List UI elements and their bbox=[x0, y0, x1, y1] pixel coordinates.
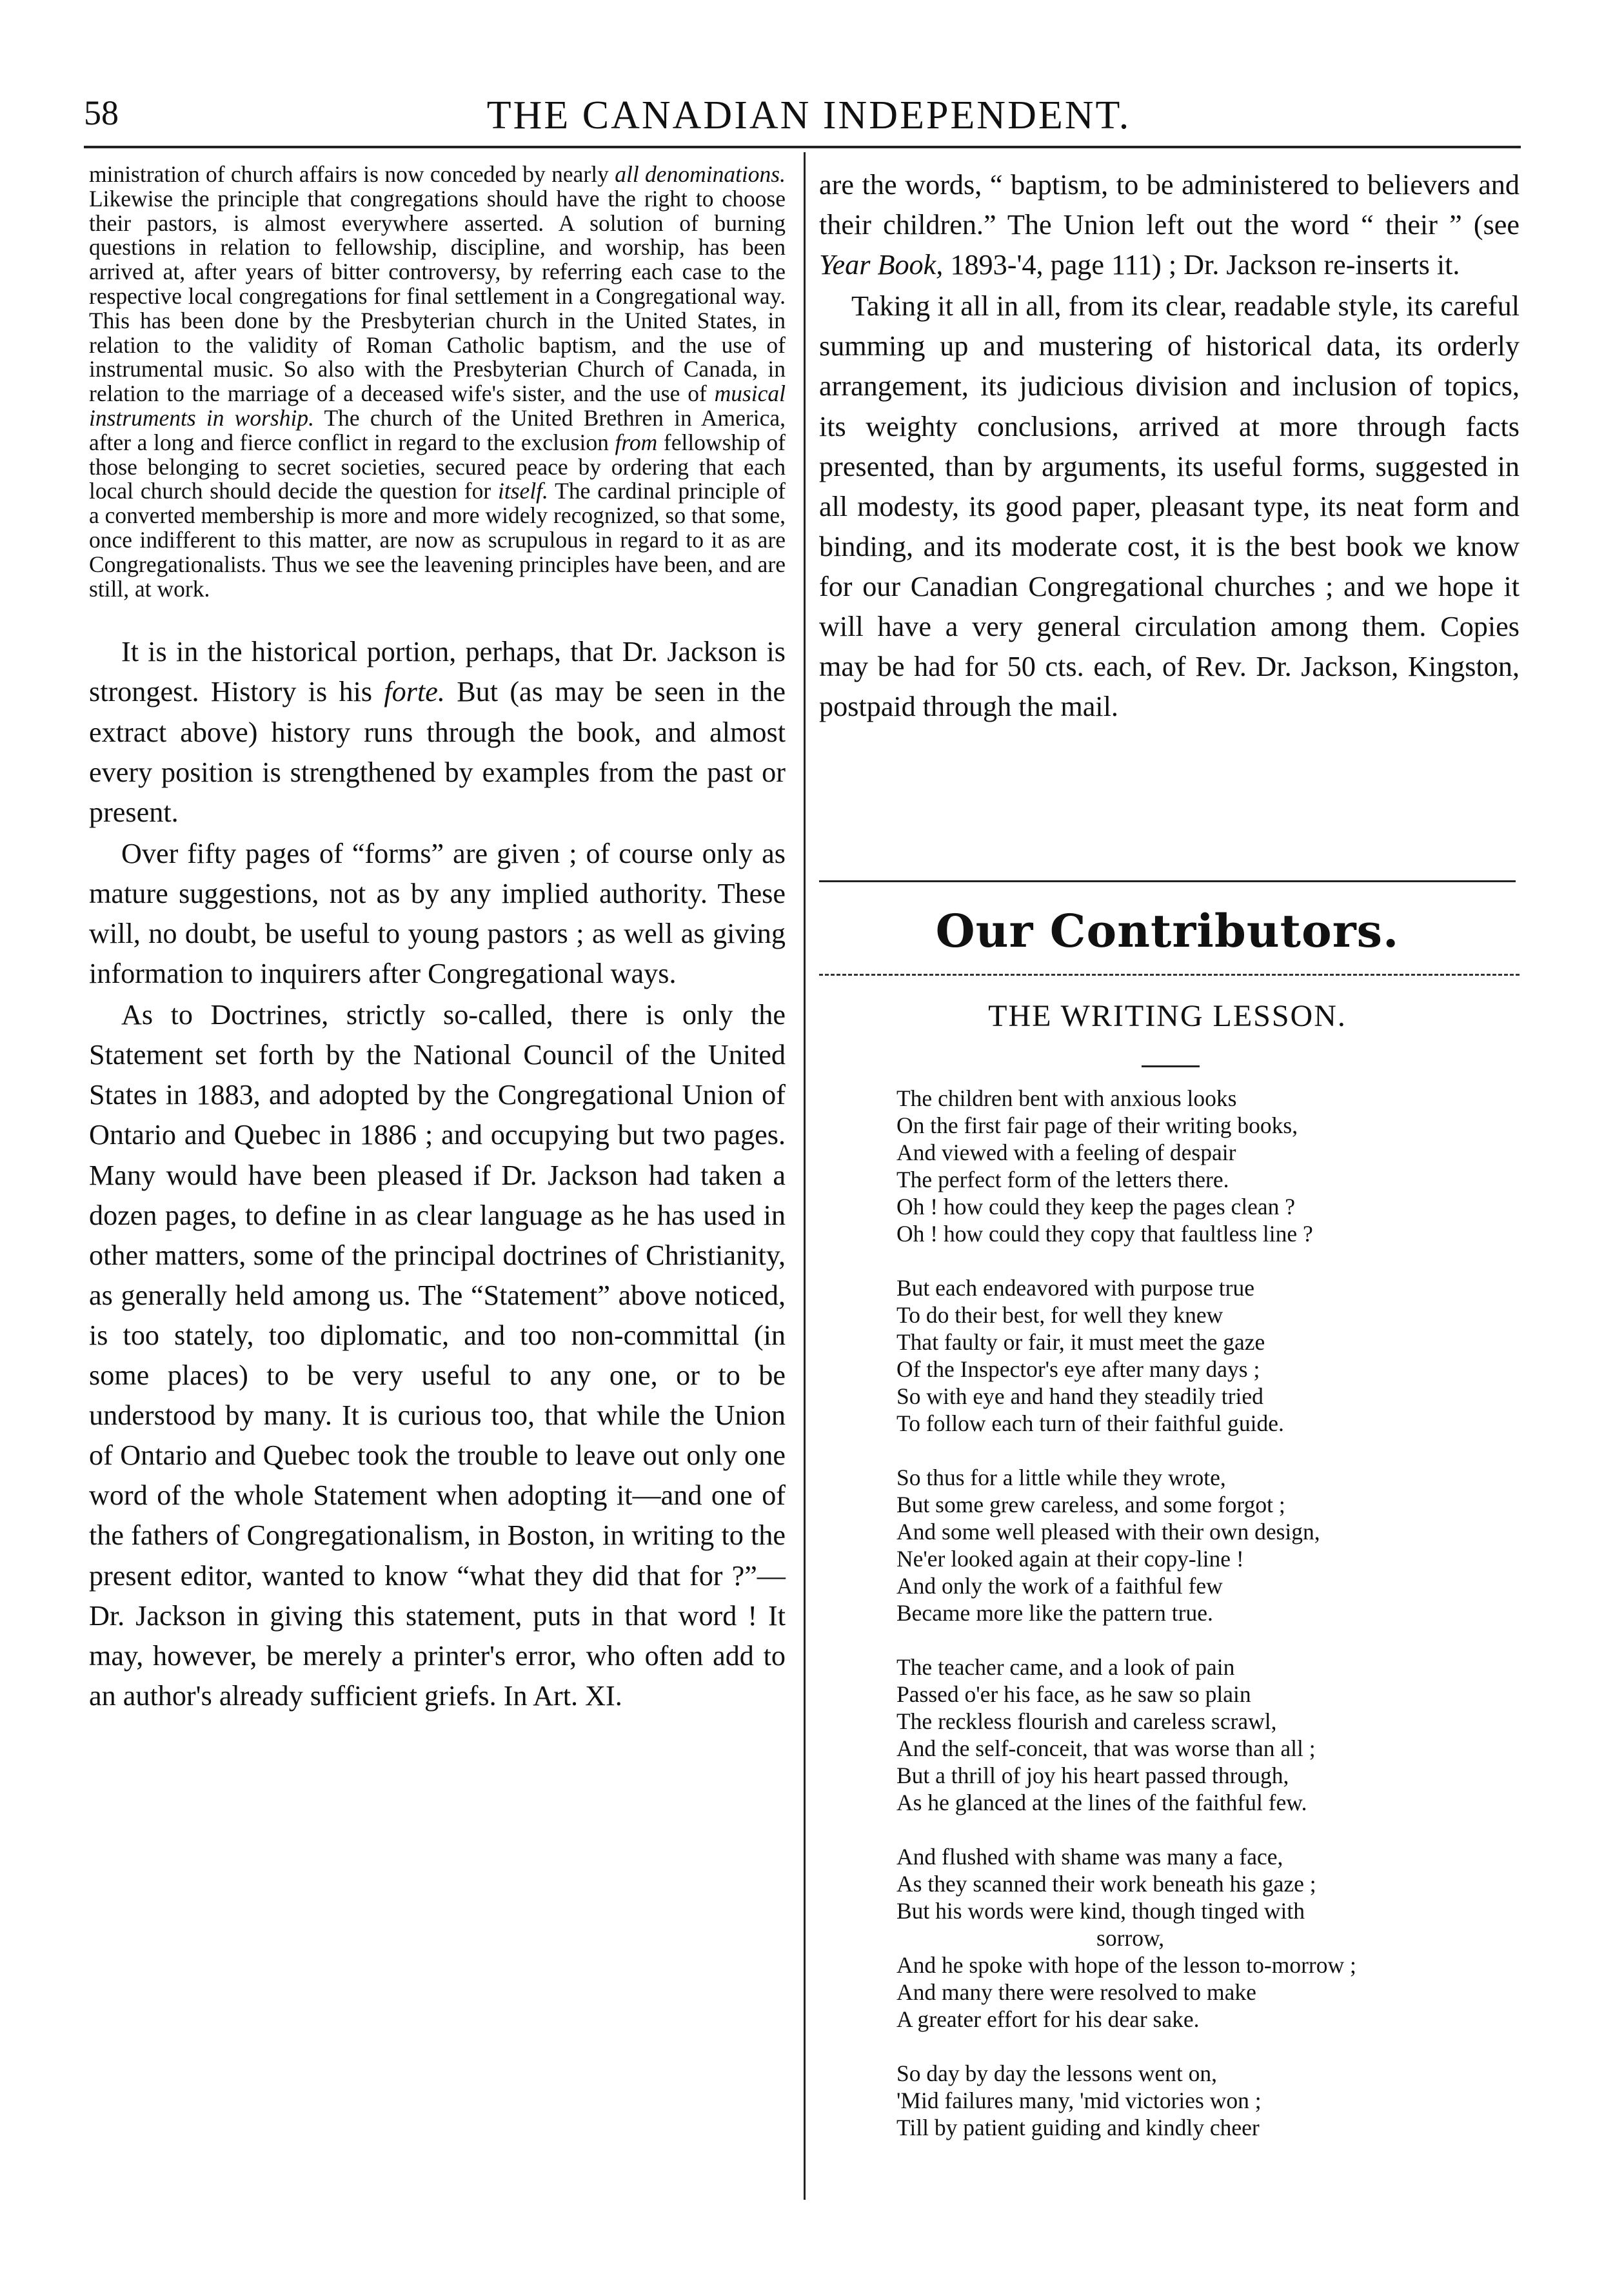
poem-line: So with eye and hand they steadily tried bbox=[896, 1383, 1263, 1409]
text-run: fellowship of those belonging to secret societies, secured peace by ordering that each local church should decide the question for bbox=[89, 429, 786, 504]
section-rule-top bbox=[819, 880, 1516, 882]
paragraph-baptism bbox=[819, 165, 1520, 285]
poem-line: sorrow, bbox=[1096, 1925, 1165, 1951]
poem-line: But each endeavored with purpose true bbox=[896, 1275, 1254, 1301]
poem-line: Ne'er looked again at their copy-line ! bbox=[896, 1546, 1244, 1572]
poem-line: Of the Inspector's eye after many days ; bbox=[896, 1356, 1260, 1382]
text-run: 1893-'4, page 111) ; Dr. Jackson re-inserts it. bbox=[943, 249, 1460, 281]
poem-line: As they scanned their work beneath his gaze ; bbox=[896, 1871, 1316, 1897]
poem-line: On the first fair page of their writing books, bbox=[896, 1112, 1298, 1138]
poem-line: Oh ! how could they keep the pages clean ? bbox=[896, 1194, 1296, 1220]
poem-line: The perfect form of the letters there. bbox=[896, 1167, 1229, 1192]
right-column bbox=[819, 163, 1520, 727]
text-run: As to Doctrines, strictly so-called, there is only the Statement set forth by the National Council of the United States in 1883, and adopted by the Congregational Union of Ontario and Quebec in 1886 ; and occupying but two pages. Many would have been pleased if Dr. Jackson had taken a dozen pages, to define in as clear language as he has used in other matters, some of the principal doctrines of Christianity, as generally held among us. The “Statement” above noticed, is too stately, too diplomatic, and too non-committal (in some places) to be very useful to any one, or to be understood by many. It is curious too, that while the Union of Ontario and Quebec took the trouble to leave out only one word of the whole Statement when adopting it—and one of the fathers of Congregationalism, in Boston, in writing to the present editor, wanted to know “what they did that for ?”—Dr. Jackson in giving this statement, puts in that word ! It may, however, be merely a printer's error, who often add to an author's already sufficient griefs. In Art. XI. bbox=[89, 999, 786, 1712]
paragraph-summary bbox=[819, 286, 1520, 727]
poem-line: And flushed with shame was many a face, bbox=[896, 1844, 1283, 1870]
poem-line: And many there were resolved to make bbox=[896, 1979, 1256, 2005]
poem bbox=[896, 1085, 1529, 2168]
paragraph-doctrines bbox=[89, 995, 786, 1716]
poem-line: To follow each turn of their faithful guide. bbox=[896, 1410, 1284, 1436]
text-run: It is in the historical portion, perhaps, that Dr. Jackson is strongest. History is his bbox=[89, 636, 786, 708]
poem-line: To do their best, for well they knew bbox=[896, 1302, 1223, 1328]
poem-line: The teacher came, and a look of pain bbox=[896, 1654, 1235, 1680]
poem-line: And he spoke with hope of the lesson to-morrow ; bbox=[896, 1952, 1356, 1978]
text-run: are the words, “ baptism, to be administered to believers and their children.” The Union left out the word “ their ” (see bbox=[819, 169, 1520, 241]
poem-line: But his words were kind, though tinged with bbox=[896, 1898, 1305, 1924]
poem-line: As he glanced at the lines of the faithful few. bbox=[896, 1790, 1307, 1815]
italic-text-run: musical instruments in worship. bbox=[89, 380, 786, 431]
section-rule-bottom bbox=[819, 974, 1520, 976]
paragraph-forms bbox=[89, 834, 786, 994]
section-title: Our Contributors. bbox=[935, 904, 1400, 958]
poem-line: A greater effort for his dear sake. bbox=[896, 2006, 1200, 2032]
text-run: The church of the United Brethren in America, after a long and fierce conflict in regard to the exclusion bbox=[89, 404, 786, 455]
poem-stanza bbox=[896, 1654, 1529, 1816]
poem-line: But a thrill of joy his heart passed through, bbox=[896, 1763, 1289, 1788]
poem-line: Till by patient guiding and kindly cheer bbox=[896, 2115, 1260, 2140]
text-run: Taking it all in all, from its clear, readable style, its careful summing up and mustering of historical data, its orderly arrangement, its judicious division and inclusion of topics, its weighty conclusions, arrived at more through facts presented, than by arguments, its useful forms, suggested in all modesty, its good paper, pleasant type, its neat form and binding, and its moderate cost, it is the best book we know for our Canadian Congregational churches ; and we hope it will have a very general circulation among them. Copies may be had for 50 cts. each, of Rev. Dr. Jackson, Kingston, postpaid through the mail. bbox=[819, 290, 1520, 723]
poem-line: So day by day the lessons went on, bbox=[896, 2060, 1217, 2086]
poem-line: And only the work of a faithful few bbox=[896, 1573, 1223, 1599]
paragraph-history bbox=[89, 632, 786, 832]
running-head: THE CANADIAN INDEPENDENT. bbox=[486, 94, 1131, 137]
poem-line: But some grew careless, and some forgot ; bbox=[896, 1492, 1285, 1517]
poem-stanza bbox=[896, 1274, 1529, 1437]
poem-line: And viewed with a feeling of despair bbox=[896, 1140, 1236, 1165]
poem-line: Passed o'er his face, as he saw so plain bbox=[896, 1681, 1251, 1707]
italic-text-run: forte. bbox=[384, 676, 445, 708]
page-number: 58 bbox=[84, 94, 119, 132]
header-rule bbox=[84, 146, 1521, 148]
text-run: The cardinal principle of a converted membership is more and more widely recognized, so that some, once indifferent to this matter, are now as scrupulous in regard to it as are Congregationalists. Thus we see the leavening principles have been, and are still, at work. bbox=[89, 478, 786, 602]
poem-stanza bbox=[896, 2060, 1529, 2141]
text-run: But (as may be seen in the extract above) history runs through the book, and almost every position is strengthened by examples from the past or present. bbox=[89, 676, 786, 828]
poem-line: The reckless flourish and careless scrawl, bbox=[896, 1708, 1277, 1734]
italic-text-run: all denominations. bbox=[615, 161, 786, 187]
italic-text-run: itself. bbox=[498, 478, 548, 504]
poem-title: THE WRITING LESSON. bbox=[988, 999, 1347, 1033]
page-header bbox=[84, 86, 1534, 138]
poem-line: Oh ! how could they copy that faultless line ? bbox=[896, 1221, 1313, 1247]
italic-text-run: from bbox=[615, 429, 658, 455]
text-run: ministration of church affairs is now conceded by nearly bbox=[89, 161, 615, 187]
poem-stanza bbox=[896, 1464, 1529, 1626]
poem-line: And the self-conceit, that was worse than all ; bbox=[896, 1735, 1316, 1761]
poem-stanza bbox=[896, 1085, 1529, 1247]
poem-line: So thus for a little while they wrote, bbox=[896, 1465, 1226, 1490]
poem-line: That faulty or fair, it must meet the gaze bbox=[896, 1329, 1265, 1355]
quoted-extract bbox=[89, 163, 786, 601]
text-run: Over fifty pages of “forms” are given ; of course only as mature suggestions, not as by any implied authority. These will, no doubt, be useful to young pastors ; as well as giving information to inquirers after Congregational ways. bbox=[89, 837, 786, 990]
poem-line: And some well pleased with their own design, bbox=[896, 1519, 1320, 1545]
poem-stanza bbox=[896, 1843, 1529, 2033]
poem-title-rule bbox=[1142, 1065, 1200, 1067]
poem-line: 'Mid failures many, 'mid victories won ; bbox=[896, 2088, 1262, 2113]
left-column bbox=[89, 163, 786, 1716]
italic-text-run: Year Book, bbox=[819, 249, 944, 281]
poem-line: Became more like the pattern true. bbox=[896, 1600, 1213, 1626]
poem-line: The children bent with anxious looks bbox=[896, 1085, 1237, 1111]
text-run: Likewise the principle that congregations should have the right to choose their pastors, is almost everywhere asserted. A solution of burning questions in relation to fellowship, discipline, and worship, has been arrived at, after years of bitter controversy, by referring each case to the respective local congregations for final settlement in a Congregational way. This has been done by the Presbyterian church in the United States, in relation to the validity of Roman Catholic baptism, and the use of instrumental music. So also with the Presbyterian Church of Canada, in relation to the marriage of a deceased wife's sister, and the use of bbox=[89, 185, 786, 407]
column-divider bbox=[804, 152, 806, 2200]
